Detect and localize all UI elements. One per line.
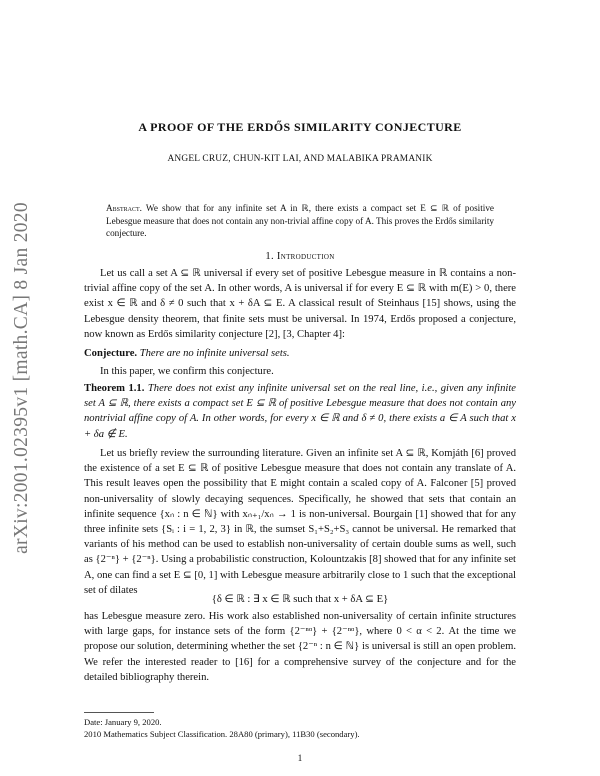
abstract <box>106 202 494 240</box>
theorem-1-1 <box>84 381 516 442</box>
arxiv-stamp <box>4 178 40 578</box>
footnote-date: Date: January 9, 2020. <box>84 717 162 727</box>
conjecture <box>84 346 516 361</box>
footnote-rule <box>84 712 154 713</box>
arxiv-stamp-text: arXiv:2001.02395v1 [math.CA] 8 Jan 2020 <box>11 202 33 554</box>
footnote-msc: 2010 Mathematics Subject Classification. 28A80 (primary), 11B30 (secondary). <box>84 729 360 739</box>
footnote <box>84 716 516 740</box>
abstract-label: Abstract. <box>106 203 142 213</box>
paper-title: A PROOF OF THE ERDŐS SIMILARITY CONJECTURE <box>138 120 462 134</box>
section-heading: 1. Introduction <box>265 251 335 262</box>
intro-paragraph-1: Let us call a set A ⊆ ℝ universal if every set of positive Lebesgue measure in ℝ contains a non-trivial affine copy of the set A. In other words, A is universal if for every E ⊆ ℝ with m(E) > 0, there exist x ∈ ℝ and δ ≠ 0 such that x + δA ⊆ E. A classical result of Steinhaus [15] shows, using the Lebesgue density theorem, that finite sets must be universal. In 1974, Erdős proposed a conjecture, now known as Erdős similarity conjecture [2], [3, Chapter 4]: <box>84 268 516 340</box>
theorem-text: There does not exist any infinite universal set on the real line, i.e., given any infinite set A ⊆ ℝ, there exists a compact set E ⊆ ℝ of positive Lebesgue measure that does not contain any nontrivial affine copy of A. In other words, for every x ∈ ℝ and δ ≠ 0, there exists a ∈ A such that x + δa ∉ E. <box>84 383 516 440</box>
conjecture-text: There are no infinite universal sets. <box>139 348 290 359</box>
intro-paragraph-4: has Lebesgue measure zero. His work also established non-universality of certain infinite structures with large gaps, for instance sets of the form {2⁻ⁿᵅ} + {2⁻ⁿᵅ}, where 0 < α < 2. At the time we propose our solution, determining whether the set {2⁻ⁿ : n ∈ ℕ} is universal is still an open problem. We refer the interested reader to [16] for a comprehensive survey of the conjecture and for the detailed bibliography therein. <box>84 611 516 683</box>
intro-paragraph-2: In this paper, we confirm this conjecture. <box>100 366 274 377</box>
theorem-label: Theorem 1.1. <box>84 383 145 394</box>
conjecture-label: Conjecture. <box>84 348 138 359</box>
display-equation: {δ ∈ ℝ : ∃ x ∈ ℝ such that x + δA ⊆ E} <box>211 594 389 605</box>
abstract-text: We show that for any infinite set A in ℝ, there exists a compact set E ⊆ ℝ of positive Lebesgue measure that does not contain any non-trivial affine copy of A. This proves the Erdős similarity conjecture. <box>106 203 494 238</box>
intro-paragraph-3: Let us briefly review the surrounding literature. Given an infinite set A ⊆ ℝ, Komjáth [6] proved the existence of a set E ⊆ ℝ of positive Lebesgue measure that does not contain any translate of A. This result leaves open the possibility that E might contain a scaled copy of A. Falconer [5] proved non-universality of slowly decaying sequences. Specifically, he showed that sets that contain an infinite sequence {xₙ : n ∈ ℕ} with xₙ₊₁/xₙ → 1 is non-universal. Bourgain [1] showed that for any three infinite sets {Sᵢ : i = 1, 2, 3} in ℝ, the sumset S₁+S₂+S₃ cannot be universal. He remarked that variants of his method can be used to establish non-universality of certain double sums as well, such as {2⁻ⁿ} + {2⁻ⁿ}. Using a probabilistic construction, Kolountzakis [8] showed that for any infinite set A, one can find a set E ⊆ [0, 1] with Lebesgue measure arbitrarily close to 1 such that the exceptional set of dilates <box>84 448 516 596</box>
page-number: 1 <box>297 754 303 764</box>
paper-authors: ANGEL CRUZ, CHUN-KIT LAI, AND MALABIKA PRAMANIK <box>167 154 433 164</box>
